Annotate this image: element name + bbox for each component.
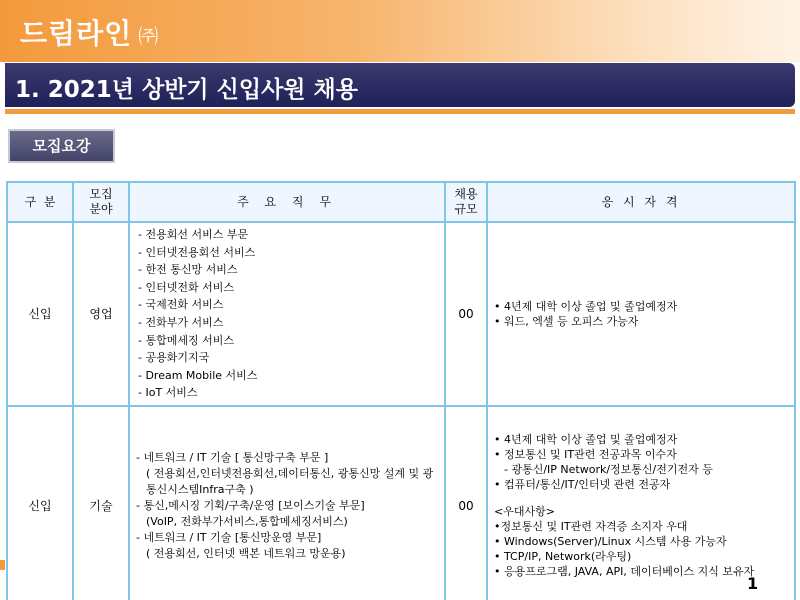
qualification-item: • 정보통신 및 IT관련 전공과목 이수자 xyxy=(494,448,677,462)
duty-item: ( 전용회선, 인터넷 백본 네트워크 망운용) xyxy=(146,546,346,560)
header-category: 구 분 xyxy=(7,182,73,222)
header-scale: 채용 규모 xyxy=(445,182,487,222)
company-suffix: ㈜ xyxy=(138,24,160,48)
duty-item: - 공용화기지국 xyxy=(138,351,210,365)
row-scale: 00 xyxy=(445,406,487,600)
duty-item: - IoT 서비스 xyxy=(138,386,198,400)
row-category: 신입 xyxy=(7,222,73,406)
duty-item: - 통신,메시징 기획/구축/운영 [보이스기술 부문] xyxy=(136,498,365,512)
preferred-heading: <우대사항> xyxy=(494,505,555,519)
duty-item: - 전화부가 서비스 xyxy=(138,315,224,329)
table-row xyxy=(7,222,795,406)
row-qualifications xyxy=(487,406,795,600)
side-accent xyxy=(0,560,5,570)
header-qualification: 응 시 자 격 xyxy=(487,182,795,222)
qualification-item: • 4년제 대학 이상 졸업 및 졸업예정자 xyxy=(494,433,678,447)
row-field: 영업 xyxy=(73,222,129,406)
section-label: 모집요강 xyxy=(8,129,115,163)
top-banner xyxy=(0,0,800,62)
duty-item: - Dream Mobile 서비스 xyxy=(138,368,258,382)
title-underline xyxy=(5,109,795,114)
header-duties: 주 요 직 무 xyxy=(129,182,445,222)
duty-item: - 국제전화 서비스 xyxy=(138,298,224,312)
qualification-item: • Windows(Server)/Linux 시스템 사용 가능자 xyxy=(494,535,727,549)
qualification-item: - 광통신/IP Network/정보통신/전기전자 등 xyxy=(504,463,713,477)
company-name-text: 드림라인 xyxy=(20,17,133,50)
qualification-item: •정보통신 및 IT관련 자격증 소지자 우대 xyxy=(494,520,688,534)
qualification-item: • 4년제 대학 이상 졸업 및 졸업예정자 xyxy=(494,299,678,313)
duty-item: - 통합메세징 서비스 xyxy=(138,333,234,347)
row-duties xyxy=(129,406,445,600)
row-scale: 00 xyxy=(445,222,487,406)
company-name xyxy=(20,12,159,52)
duty-item: - 전용회선 서비스 부문 xyxy=(138,228,249,241)
page-number: 1 xyxy=(747,574,759,593)
row-category: 신입 xyxy=(7,406,73,600)
duty-item: - 인터넷전화 서비스 xyxy=(138,280,234,294)
duty-item: - 인터넷전용회선 서비스 xyxy=(138,245,256,259)
qualification-item: • TCP/IP, Network(라우팅) xyxy=(494,550,632,564)
duty-item: - 네트워크 / IT 기술 [ 통신망구축 부문 ] xyxy=(136,450,329,464)
page-title: 1. 2021년 상반기 신입사원 채용 xyxy=(15,77,358,103)
recruitment-table xyxy=(6,181,796,600)
duty-item: - 한전 통신망 서비스 xyxy=(138,263,238,277)
qualification-spacer xyxy=(494,492,788,504)
duty-item: ( 전용회선,인터넷전용회선,데이터통신, 광통신망 설계 및 광통신시스템Infra구축 ) xyxy=(146,466,434,496)
duty-item: - 네트워크 / IT 기술 [통신망운영 부문] xyxy=(136,530,322,544)
row-duties xyxy=(129,222,445,406)
row-qualifications xyxy=(487,222,795,406)
title-bar xyxy=(5,63,795,107)
qualification-item: • 컴퓨터/통신/IT/인터넷 관련 전공자 xyxy=(494,478,671,492)
qualification-item: • 응용프로그램, JAVA, API, 데이터베이스 지식 보유자 xyxy=(494,565,755,579)
duty-item: (VoIP, 전화부가서비스,통합메세징서비스) xyxy=(146,514,348,528)
qualification-item: • 워드, 엑셀 등 오피스 가능자 xyxy=(494,314,639,328)
header-field: 모집 분야 xyxy=(73,182,129,222)
row-field: 기술 xyxy=(73,406,129,600)
table-row xyxy=(7,406,795,600)
table-header-row xyxy=(7,182,795,222)
